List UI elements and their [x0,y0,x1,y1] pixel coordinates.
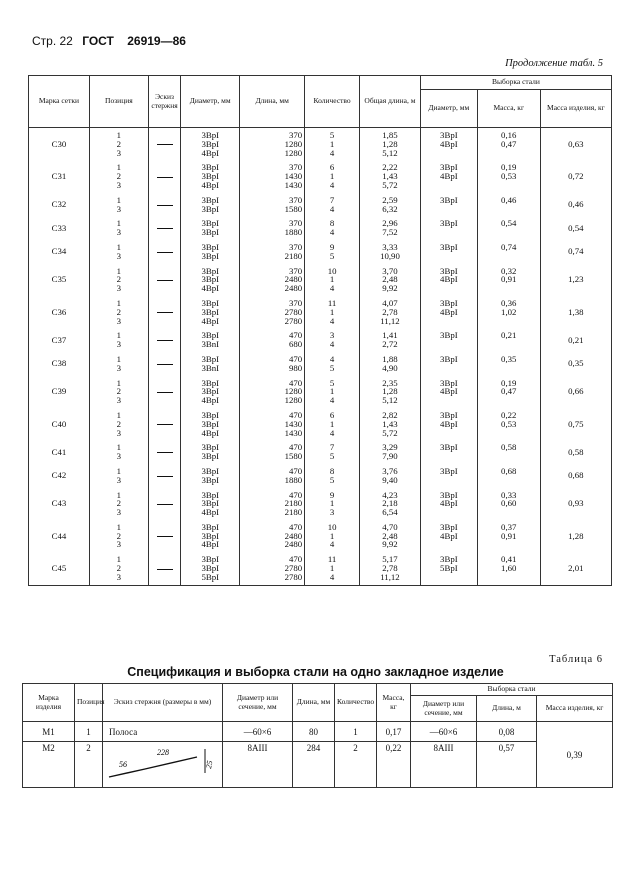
row-sel-masses: 0,36 1,02 [477,296,540,328]
row-sel-masses: 0,68 [477,464,540,488]
row-mark: С44 [29,520,90,552]
row-sketch [148,552,180,585]
row-mass: 0,66 [540,376,611,408]
row-sketch [148,216,180,240]
t6-sel-len: 0,08 [477,722,537,742]
row-mass: 0,68 [540,464,611,488]
row-lengths: 370 1580 [240,193,305,217]
row-sel-diameters: 3ВрI [420,440,477,464]
straight-bar-icon [157,452,173,453]
row-positions: 1 2 3 [89,160,148,192]
row-quantities: 10 1 4 [305,264,360,296]
straight-bar-icon [157,312,173,313]
table-row [29,408,612,440]
row-mark: С34 [29,240,90,264]
row-diameters: 3ВрI 3ВрI [181,193,240,217]
t6-len: 80 [293,722,335,742]
col-total-length: Общая длина, м [360,76,421,128]
row-positions: 1 3 [89,464,148,488]
row-diameters: 3ВрI 3ВрI [181,240,240,264]
row-total-lengths: 1,41 2,72 [360,328,421,352]
row-mark: С45 [29,552,90,585]
table-row [29,296,612,328]
col-sel-total: Масса изделия, кг [540,90,611,128]
t6-col-mark: Марка изделия [23,684,75,722]
row-total-lengths: 2,22 1,43 5,72 [360,160,421,192]
row-lengths: 370 2480 2480 [240,264,305,296]
row-positions: 1 3 [89,193,148,217]
standard-label: ГОСТ [82,34,114,48]
row-total-lengths: 3,29 7,90 [360,440,421,464]
table-6-title: Спецификация и выборка стали на одно закладное изделие [127,665,504,679]
straight-bar-icon [157,280,173,281]
row-total-lengths: 1,88 4,90 [360,352,421,376]
row-lengths: 370 1880 [240,216,305,240]
straight-bar-icon [157,177,173,178]
row-total-lengths: 4,23 2,18 6,54 [360,488,421,520]
row-quantities: 10 1 4 [305,520,360,552]
row-quantities: 5 1 4 [305,376,360,408]
standard-number: 26919—86 [127,34,186,48]
row-quantities: 8 5 [305,464,360,488]
page-number: Стр. 22 [32,34,73,48]
row-sel-masses: 0,19 0,53 [477,160,540,192]
row-diameters: 3ВрI 3ВрI 4ВрI [181,264,240,296]
row-lengths: 470 1280 1280 [240,376,305,408]
table-6-label: Таблица 6 [549,654,603,665]
row-diameters: 3ВрI 3ВnI [181,328,240,352]
row-positions: 1 2 3 [89,488,148,520]
t6-sketch [103,742,223,788]
straight-bar-icon [157,340,173,341]
t6-col-sel-len: Длина, м [477,696,537,722]
row-positions: 1 2 3 [89,128,148,161]
row-quantities: 11 1 4 [305,552,360,585]
row-total-lengths: 2,96 7,52 [360,216,421,240]
col-diameter: Диаметр, мм [181,76,240,128]
row-sel-diameters: 3ВрI 4ВрI [420,160,477,192]
row-sketch [148,408,180,440]
row-positions: 1 2 3 [89,264,148,296]
col-length: Длина, мм [240,76,305,128]
col-sel-diameter: Диаметр, мм [420,90,477,128]
row-mass: 0,75 [540,408,611,440]
row-sketch [148,376,180,408]
row-positions: 1 3 [89,216,148,240]
straight-bar-icon [157,205,173,206]
row-diameters: 3ВрI 3ВрI [181,216,240,240]
row-sel-diameters: 3ВрI 4ВрI [420,376,477,408]
t6-pos: 2 [75,742,103,788]
row-total-lengths: 4,07 2,78 11,12 [360,296,421,328]
t6-qty: 2 [335,742,377,788]
row-positions: 1 2 3 [89,552,148,585]
t6-col-sketch: Эскиз стержня (размеры в мм) [103,684,223,722]
row-sketch [148,296,180,328]
row-quantities: 3 4 [305,328,360,352]
straight-bar-icon [157,392,173,393]
row-mark: С40 [29,408,90,440]
row-quantities: 5 1 4 [305,128,360,161]
t6-col-sel-diam: Диаметр или сечение, мм [411,696,477,722]
row-lengths: 470 2180 2180 [240,488,305,520]
row-lengths: 470 680 [240,328,305,352]
row-quantities: 9 1 3 [305,488,360,520]
row-diameters: 3ВрI 3ВрI [181,464,240,488]
row-sel-diameters: 3ВрI [420,352,477,376]
row-mass: 0,35 [540,352,611,376]
row-lengths: 470 1880 [240,464,305,488]
row-diameters: 3ВрI 3ВрI 4ВрI [181,128,240,161]
table-row [29,440,612,464]
col-sketch: Эскиз стержня [148,76,180,128]
t6-col-mass: Масса, кг [377,684,411,722]
row-positions: 1 3 [89,352,148,376]
row-total-lengths: 2,82 1,43 5,72 [360,408,421,440]
table-row [29,328,612,352]
row-quantities: 6 1 4 [305,408,360,440]
t6-mark: М1 [23,722,75,742]
row-sketch [148,160,180,192]
t6-col-len: Длина, мм [293,684,335,722]
straight-bar-icon [157,536,173,537]
row-lengths: 470 2480 2480 [240,520,305,552]
t6-mass: 0,17 [377,722,411,742]
row-sel-masses: 0,16 0,47 [477,128,540,161]
t6-mark: М2 [23,742,75,788]
row-quantities: 6 1 4 [305,160,360,192]
col-position: Позиция [89,76,148,128]
row-lengths: 470 2780 2780 [240,552,305,585]
table-row [29,552,612,585]
row-sel-diameters: 3ВрI 4ВрI [420,520,477,552]
row-sel-masses: 0,46 [477,193,540,217]
row-total-lengths: 2,59 6,32 [360,193,421,217]
t6-len: 284 [293,742,335,788]
row-lengths: 370 2180 [240,240,305,264]
row-sketch [148,128,180,161]
row-mark: С32 [29,193,90,217]
row-lengths: 470 1430 1430 [240,408,305,440]
row-sel-masses: 0,35 [477,352,540,376]
row-sel-diameters: 3ВрI 4ВрI [420,488,477,520]
table-row [29,240,612,264]
row-mass: 2,01 [540,552,611,585]
row-mark: С42 [29,464,90,488]
t6-mass: 0,22 [377,742,411,788]
row-mass: 0,74 [540,240,611,264]
row-mass: 0,54 [540,216,611,240]
dim-c: 25 [204,759,215,770]
table-6 [22,683,613,788]
row-sel-masses: 0,54 [477,216,540,240]
t6-col-selection: Выборка стали [411,684,613,696]
row-quantities: 7 5 [305,440,360,464]
row-mark: С37 [29,328,90,352]
t6-qty: 1 [335,722,377,742]
row-sketch [148,488,180,520]
row-mass: 0,21 [540,328,611,352]
col-mark: Марка сетки [29,76,90,128]
row-mark: С41 [29,440,90,464]
row-sketch [148,240,180,264]
col-quantity: Количество [305,76,360,128]
row-sketch [148,520,180,552]
row-sel-masses: 0,32 0,91 [477,264,540,296]
table-row [29,160,612,192]
row-total-lengths: 3,76 9,40 [360,464,421,488]
dim-b: 228 [157,748,169,757]
t6-sel-len: 0,57 [477,742,537,788]
table-row [29,128,612,161]
straight-bar-icon [157,144,173,145]
row-mass: 0,72 [540,160,611,192]
t6-sel-diam: —60×6 [411,722,477,742]
row-quantities: 8 4 [305,216,360,240]
row-sel-diameters: 3ВрI [420,240,477,264]
row-diameters: 3ВрI 3ВрI 4ВрI [181,520,240,552]
row-lengths: 370 1430 1430 [240,160,305,192]
row-sel-diameters: 3ВрI [420,328,477,352]
row-mark: С39 [29,376,90,408]
straight-bar-icon [157,476,173,477]
row-quantities: 4 5 [305,352,360,376]
row-sel-masses: 0,37 0,91 [477,520,540,552]
row-diameters: 3ВрI 3ВnI [181,352,240,376]
row-positions: 1 2 3 [89,296,148,328]
table-row [29,464,612,488]
row-total-lengths: 5,17 2,78 11,12 [360,552,421,585]
row-diameters: 3ВрI 3ВрI 4ВрI [181,376,240,408]
t6-col-diam: Диаметр или сечение, мм [223,684,293,722]
t6-col-qty: Количество [335,684,377,722]
row-sel-diameters: 3ВрI 4ВрI [420,264,477,296]
col-sel-mass: Масса, кг [477,90,540,128]
straight-bar-icon [157,364,173,365]
table-row [29,193,612,217]
t6-diam: 8АIII [223,742,293,788]
row-mass: 1,38 [540,296,611,328]
row-total-lengths: 4,70 2,48 9,92 [360,520,421,552]
row-lengths: 470 1580 [240,440,305,464]
row-sketch [148,464,180,488]
t6-pos: 1 [75,722,103,742]
row-mass: 0,46 [540,193,611,217]
row-sel-masses: 0,41 1,60 [477,552,540,585]
row-diameters: 3ВрI 3ВрI 4ВрI [181,488,240,520]
row-total-lengths: 2,35 1,28 5,12 [360,376,421,408]
row-diameters: 3ВрI 3ВрI 4ВрI [181,296,240,328]
row-diameters: 3ВрI 3ВрI 5ВрI [181,552,240,585]
table-row [29,488,612,520]
row-mass: 0,63 [540,128,611,161]
row-total-lengths: 1,85 1,28 5,12 [360,128,421,161]
row-positions: 1 2 3 [89,408,148,440]
straight-bar-icon [157,228,173,229]
t6-diam: —60×6 [223,722,293,742]
dim-a: 56 [119,760,127,769]
col-selection: Выборка стали [420,76,611,90]
row-positions: 1 2 3 [89,376,148,408]
row-mark: С35 [29,264,90,296]
row-sel-masses: 0,58 [477,440,540,464]
row-sketch [148,328,180,352]
table-5 [28,75,612,586]
row-sel-diameters: 3ВрI [420,216,477,240]
row-positions: 1 2 3 [89,520,148,552]
row-sel-masses: 0,21 [477,328,540,352]
row-sel-diameters: 3ВрI [420,193,477,217]
straight-bar-icon [157,569,173,570]
row-sketch [148,193,180,217]
row-sel-diameters: 3ВрI [420,464,477,488]
row-sketch [148,352,180,376]
row-mark: С31 [29,160,90,192]
row-mark: С43 [29,488,90,520]
row-diameters: 3ВрI 3ВрI 4ВрI [181,160,240,192]
row-sel-diameters: 3ВрI 4ВрI [420,128,477,161]
table-row [29,352,612,376]
table-row [29,520,612,552]
row-positions: 1 3 [89,440,148,464]
row-sel-masses: 0,22 0,53 [477,408,540,440]
row-sel-masses: 0,33 0,60 [477,488,540,520]
row-positions: 1 3 [89,240,148,264]
t6-total-mass: 0,39 [537,722,613,788]
straight-bar-icon [157,424,173,425]
row-total-lengths: 3,33 10,90 [360,240,421,264]
straight-bar-icon [157,504,173,505]
row-diameters: 3ВрI 3ВрI 4ВрI [181,408,240,440]
row-lengths: 370 1280 1280 [240,128,305,161]
row-positions: 1 3 [89,328,148,352]
row-mass: 0,58 [540,440,611,464]
row-mark: С33 [29,216,90,240]
row-mass: 1,23 [540,264,611,296]
continuation-label: Продолжение табл. 5 [505,58,603,69]
row-sketch [148,264,180,296]
row-mark: С38 [29,352,90,376]
row-lengths: 370 2780 2780 [240,296,305,328]
row-quantities: 9 5 [305,240,360,264]
t6-col-sel-total: Масса изделия, кг [537,696,613,722]
row-lengths: 470 980 [240,352,305,376]
table-row [29,216,612,240]
t6-sketch-text: Полоса [103,722,223,742]
row-mark: С36 [29,296,90,328]
t6-sel-diam: 8АIII [411,742,477,788]
row-mass: 1,28 [540,520,611,552]
row-diameters: 3ВрI 3ВрI [181,440,240,464]
row-sel-masses: 0,74 [477,240,540,264]
row-sel-diameters: 3ВрI 4ВрI [420,296,477,328]
table-row [29,376,612,408]
t6-col-pos: Позиция [75,684,103,722]
row-sel-diameters: 3ВрI 4ВрI [420,408,477,440]
bent-bar-sketch-icon [105,743,221,781]
row-quantities: 11 1 4 [305,296,360,328]
row-sel-diameters: 3ВрI 5ВрI [420,552,477,585]
row-mark: С30 [29,128,90,161]
row-sketch [148,440,180,464]
table-row [29,264,612,296]
row-sel-masses: 0,19 0,47 [477,376,540,408]
row-quantities: 7 4 [305,193,360,217]
straight-bar-icon [157,252,173,253]
row-mass: 0,93 [540,488,611,520]
page-header [32,34,186,48]
row-total-lengths: 3,70 2,48 9,92 [360,264,421,296]
